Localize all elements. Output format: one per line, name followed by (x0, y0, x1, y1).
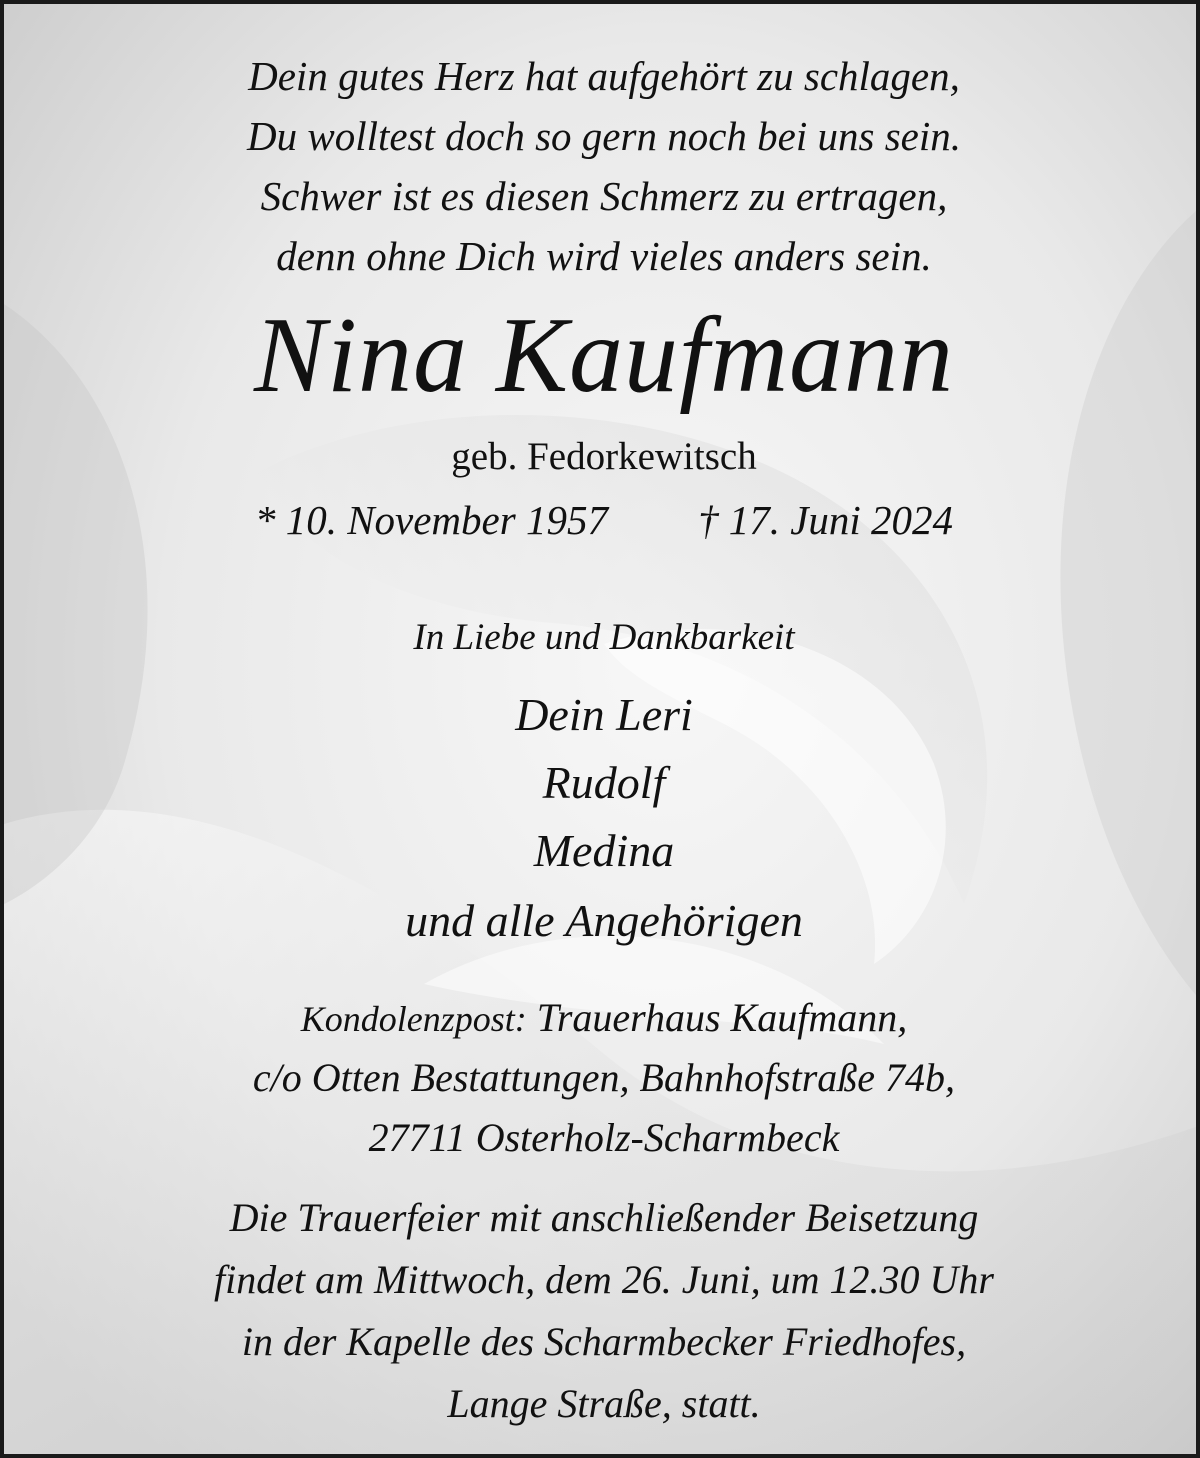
funeral-line-3: in der Kapelle des Scharmbecker Friedhofes, (241, 1319, 967, 1364)
condolence-line-2: c/o Otten Bestattungen, Bahnhofstraße 74b, (252, 1055, 956, 1100)
funeral-line-2: findet am Mittwoch, dem 26. Juni, um 12.30 Uhr (214, 1257, 994, 1302)
maiden-name: geb. Fedorkewitsch (451, 435, 757, 478)
mourner-4: und alle Angehörigen (405, 895, 803, 946)
dedication: In Liebe und Dankbarkeit (413, 617, 795, 658)
verse-line-3: Schwer ist es diesen Schmerz zu ertragen, (260, 173, 948, 219)
verse-line-1: Dein gutes Herz hat aufgehört zu schlagen, (248, 53, 960, 99)
life-dates (4, 496, 1200, 544)
verse-line-4: denn ohne Dich wird vieles anders sein. (276, 233, 932, 279)
funeral-line-4: Lange Straße, statt. (447, 1381, 761, 1426)
condolence-line-3: 27711 Osterholz-Scharmbeck (368, 1115, 840, 1160)
birth-date: * 10. November 1957 (254, 497, 608, 543)
funeral-line-1: Die Trauerfeier mit anschließender Beisetzung (229, 1195, 979, 1240)
mourner-1: Dein Leri (515, 689, 693, 740)
condolence-recipient: Trauerhaus Kaufmann, (536, 995, 908, 1040)
verse-line-2: Du wolltest doch so gern noch bei uns sein. (246, 113, 962, 159)
mourner-3: Medina (533, 825, 675, 876)
deceased-name: Nina Kaufmann (253, 296, 955, 415)
mourner-2: Rudolf (542, 757, 666, 808)
condolence-label: Kondolenzpost: (300, 999, 527, 1039)
death-date: † 17. Juni 2024 (697, 497, 954, 543)
condolence-line-1 (4, 994, 1200, 1041)
